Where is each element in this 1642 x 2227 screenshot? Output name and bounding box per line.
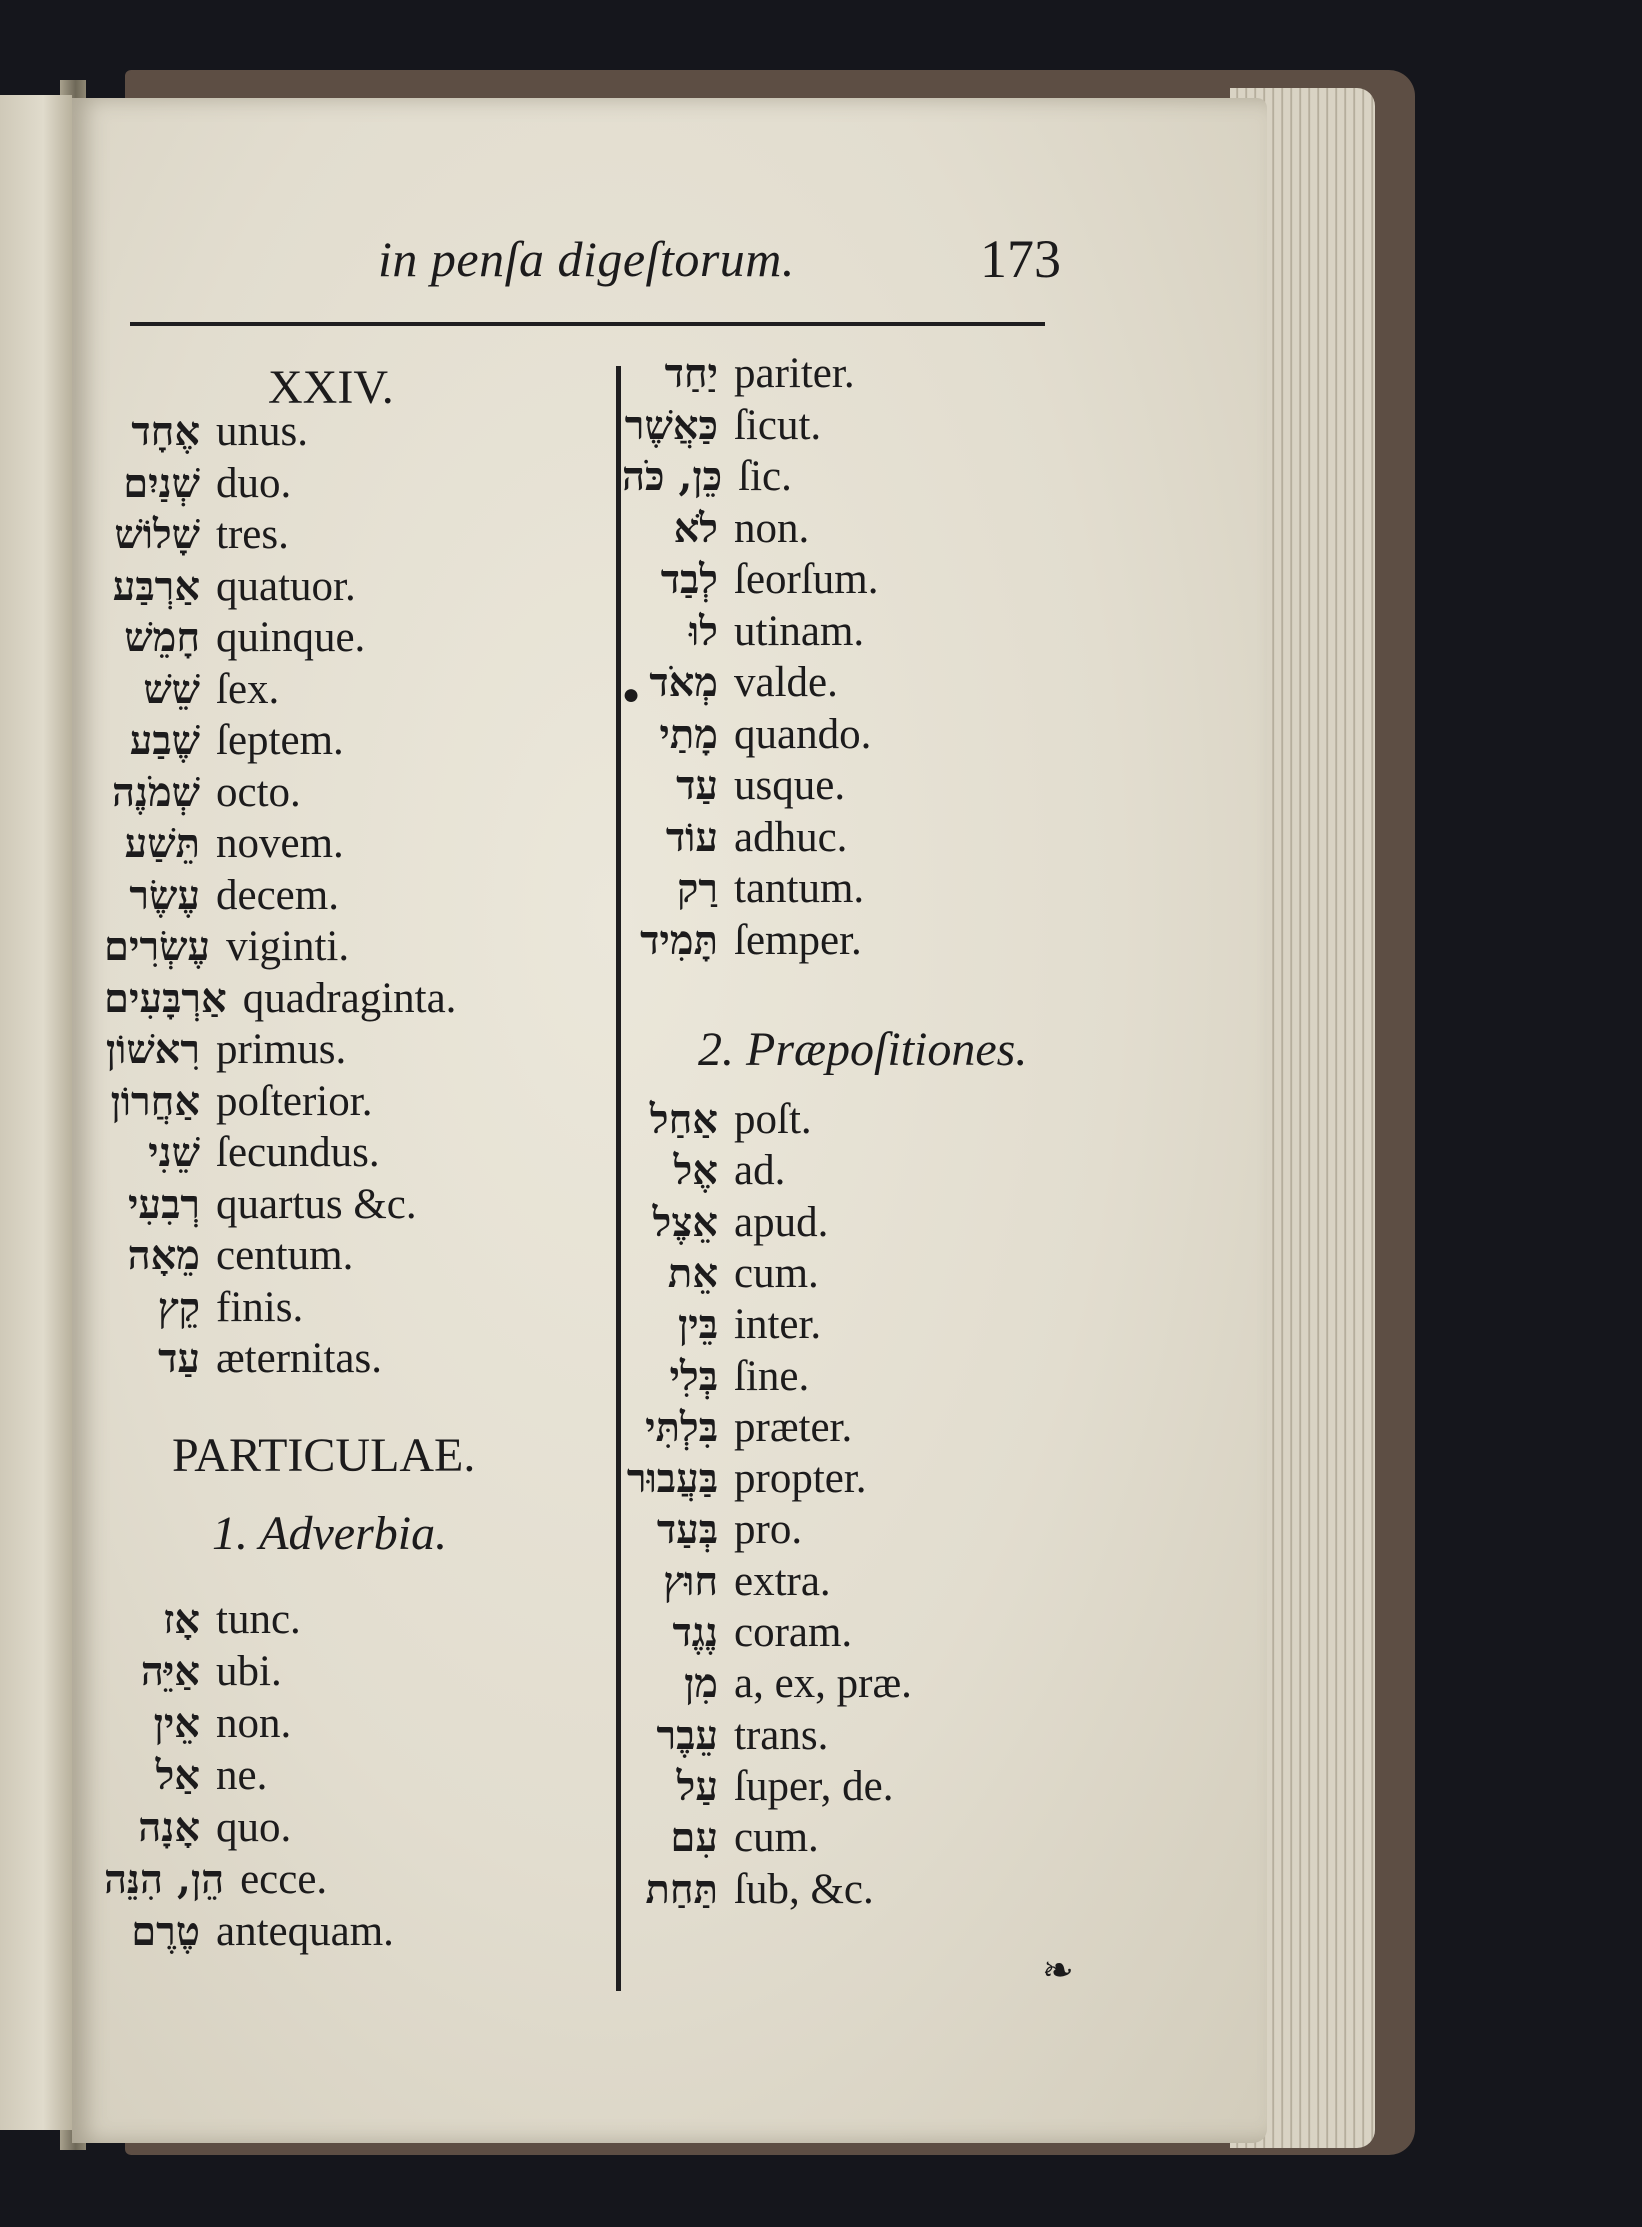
vocab-entry	[104, 513, 289, 556]
hebrew-word: תָּמִיד	[640, 916, 718, 964]
hebrew-word: תַּחַת	[645, 1865, 718, 1913]
latin-translation: ſemper.	[734, 916, 862, 964]
latin-translation: ſex.	[216, 665, 280, 713]
vocab-entry	[104, 1131, 380, 1174]
vocab-entry	[622, 1098, 812, 1141]
hebrew-word: טֶרֶם	[131, 1908, 200, 1955]
latin-translation: cum.	[734, 1249, 819, 1297]
latin-translation: valde.	[734, 659, 838, 706]
latin-translation: ſicut.	[734, 401, 822, 449]
vocab-entry	[104, 459, 292, 507]
latin-translation: apud.	[734, 1198, 829, 1246]
hebrew-word: בַּעֲבוּר	[626, 1455, 718, 1503]
hebrew-word: אֵת	[667, 1249, 718, 1297]
bullet-ornament: ●	[622, 678, 641, 711]
hebrew-word: קֵץ	[157, 1283, 200, 1331]
hebrew-word: חָמֵשׁ	[124, 614, 200, 661]
latin-translation: quadraginta.	[242, 974, 457, 1022]
latin-translation: ſine.	[734, 1352, 810, 1400]
latin-translation: pariter.	[734, 350, 855, 397]
latin-translation: ſuper, de.	[734, 1762, 894, 1810]
vocab-entry	[622, 661, 838, 704]
vocab-entry	[104, 616, 365, 659]
hebrew-word: עַל	[676, 1762, 718, 1810]
vocab-entry	[622, 813, 848, 861]
vocab-entry	[622, 867, 864, 910]
vocab-entry	[622, 401, 822, 449]
hebrew-word: שֶׁבַע	[129, 717, 200, 764]
vocab-entry	[622, 1455, 867, 1503]
latin-translation: cum.	[734, 1814, 819, 1862]
hebrew-word: שָׁלוֹשׁ	[114, 511, 200, 558]
vocab-entry	[104, 1077, 373, 1125]
latin-translation: tunc.	[216, 1596, 301, 1643]
latin-translation: quinque.	[216, 614, 366, 661]
latin-translation: ne.	[216, 1752, 268, 1799]
vocab-entry	[622, 1403, 853, 1451]
vocab-entry	[622, 1147, 786, 1195]
latin-translation: viginti.	[226, 923, 350, 970]
vocab-entry	[104, 925, 349, 968]
vocab-entry	[104, 974, 457, 1022]
vocab-entry	[622, 710, 872, 758]
vocab-entry	[622, 916, 862, 964]
latin-translation: trans.	[734, 1711, 829, 1759]
hebrew-word: שֵׁנִי	[148, 1129, 200, 1176]
hebrew-word: אֵין	[153, 1700, 200, 1747]
latin-translation: non.	[734, 504, 810, 552]
hebrew-word: מֵאָה	[127, 1232, 200, 1279]
latin-translation: æternitas.	[216, 1335, 382, 1382]
vocab-entry	[104, 871, 339, 919]
vocab-entry	[104, 665, 280, 713]
latin-translation: quartus &c.	[216, 1180, 417, 1228]
latin-translation: ſeptem.	[216, 717, 344, 764]
vocab-entry	[622, 1711, 829, 1759]
latin-translation: poſterior.	[216, 1077, 373, 1125]
latin-translation: primus.	[216, 1026, 347, 1073]
latin-translation: utinam.	[734, 607, 865, 655]
latin-translation: poſt.	[734, 1096, 812, 1143]
vocab-entry	[104, 719, 344, 762]
hebrew-word: רִאשׁוֹן	[105, 1026, 200, 1073]
vocab-entry	[104, 1806, 291, 1849]
hebrew-word: בִּלְתִּי	[645, 1403, 718, 1451]
vocab-entry	[622, 1814, 819, 1862]
hebrew-word: עֶשֶׂר	[129, 871, 200, 919]
vocab-entry	[104, 1858, 327, 1901]
vocab-entry	[622, 1506, 803, 1554]
latin-translation: propter.	[734, 1455, 867, 1503]
latin-translation: usque.	[734, 762, 846, 809]
latin-translation: unus.	[216, 408, 308, 455]
vocab-entry	[622, 764, 845, 807]
hebrew-word: עַד	[158, 1335, 200, 1382]
latin-translation: pro.	[734, 1506, 803, 1554]
latin-translation: ubi.	[216, 1648, 282, 1695]
latin-translation: coram.	[734, 1609, 853, 1656]
hebrew-word: רַק	[676, 865, 718, 912]
vocab-entry	[104, 1754, 267, 1797]
vocab-entry	[622, 1865, 874, 1913]
hebrew-word: תֵּשַׁע	[124, 820, 200, 867]
hebrew-word: אַיֵּה	[140, 1648, 200, 1695]
prepositions-heading: 2. Præpoſitiones.	[698, 1023, 1028, 1076]
vocab-entry	[622, 558, 879, 601]
hebrew-word: שְׁנַיִם	[123, 459, 200, 507]
adverbs-heading: 1. Adverbia.	[212, 1507, 448, 1560]
vocab-entry	[104, 1028, 346, 1071]
latin-translation: præter.	[734, 1403, 853, 1451]
hebrew-word: עַד	[676, 762, 718, 809]
latin-translation: duo.	[216, 459, 292, 507]
hebrew-word: אֵצֶל	[652, 1198, 718, 1246]
latin-translation: quatuor.	[216, 562, 356, 610]
hebrew-word: אָז	[163, 1596, 200, 1643]
header-rule	[130, 322, 1045, 326]
hebrew-word: כֵּן, כֹּה	[622, 453, 723, 500]
latin-translation: decem.	[216, 871, 339, 919]
vocab-entry	[622, 1198, 829, 1246]
hebrew-word: אָנָה	[138, 1804, 200, 1851]
vocab-entry	[104, 1283, 304, 1331]
vocab-entry	[622, 1557, 831, 1605]
hebrew-word: אַרְבַּע	[112, 562, 200, 610]
vocab-entry	[104, 562, 356, 610]
latin-translation: centum.	[216, 1232, 354, 1279]
hebrew-word: בְּלִי	[669, 1352, 718, 1400]
vocab-entry	[622, 504, 810, 552]
hebrew-word: עֵבֶר	[656, 1711, 718, 1759]
printer-ornament: ❧	[1042, 1950, 1074, 1992]
hebrew-word: הֵן, הִנֵּה	[104, 1856, 225, 1903]
hebrew-word: חוּץ	[663, 1557, 718, 1605]
hebrew-word: אַחַל	[649, 1096, 718, 1143]
vocab-entry	[622, 1352, 810, 1400]
hebrew-word: מְאֹד	[649, 659, 718, 706]
latin-translation: tantum.	[734, 865, 865, 912]
vocab-entry	[622, 1301, 822, 1349]
latin-translation: octo.	[216, 768, 301, 816]
latin-translation: non.	[216, 1700, 292, 1747]
hebrew-word: נֶגֶד	[672, 1609, 718, 1656]
latin-translation: ſeorſum.	[734, 556, 879, 603]
vocab-entry	[622, 1249, 819, 1297]
hebrew-word: לֹא	[673, 504, 718, 552]
vocab-entry	[104, 1337, 382, 1380]
book-page	[72, 98, 1267, 2143]
hebrew-word: שְׁמֹנֶה	[111, 768, 200, 816]
vocab-entry	[622, 1660, 912, 1708]
section-heading: XXIV.	[268, 361, 394, 414]
hebrew-word: עֶשְׂרִים	[104, 923, 211, 970]
latin-translation: a, ex, præ.	[734, 1660, 912, 1708]
vocab-entry	[104, 822, 344, 865]
latin-translation: ecce.	[240, 1856, 328, 1903]
hebrew-word: רְבִעִי	[127, 1180, 200, 1228]
hebrew-word: אַרְבָּעִים	[104, 974, 227, 1022]
hebrew-word: שֵׁשׁ	[143, 665, 200, 713]
latin-translation: inter.	[734, 1301, 822, 1349]
column-divider	[616, 366, 621, 1991]
latin-translation: antequam.	[216, 1908, 394, 1955]
hebrew-word: לוּ	[689, 607, 718, 655]
hebrew-word: בֵּין	[678, 1301, 718, 1349]
vocab-entry	[104, 768, 301, 816]
vocab-entry	[622, 352, 855, 395]
vocab-entry	[104, 1650, 282, 1693]
vocab-entry	[622, 607, 865, 655]
vocab-entry	[104, 1180, 417, 1228]
vocab-entry	[622, 455, 792, 498]
latin-translation: quo.	[216, 1804, 292, 1851]
hebrew-word: לְבַד	[660, 556, 718, 603]
page-number: 173	[980, 229, 1061, 289]
latin-translation: ſub, &c.	[734, 1865, 874, 1913]
vocab-entry	[622, 1762, 894, 1810]
vocab-entry	[104, 1598, 301, 1641]
hebrew-word: יַחַד	[664, 350, 718, 397]
vocab-entry	[104, 1234, 353, 1277]
latin-translation: adhuc.	[734, 813, 848, 861]
hebrew-word: אֶל	[673, 1147, 718, 1195]
hebrew-word: אֶחָד	[131, 408, 200, 455]
hebrew-word: עִם	[670, 1814, 718, 1862]
hebrew-word: כַּאֲשֶׁר	[624, 401, 718, 449]
latin-translation: finis.	[216, 1283, 304, 1331]
left-page-edge	[0, 95, 72, 2130]
hebrew-word: מִן	[684, 1660, 718, 1708]
particles-heading: PARTICULAE.	[172, 1429, 476, 1482]
latin-translation: extra.	[734, 1557, 831, 1605]
hebrew-word: בְּעַד	[656, 1506, 718, 1554]
hebrew-word: עוֹד	[665, 813, 718, 861]
vocab-entry	[104, 1702, 291, 1745]
vocab-entry	[622, 1611, 852, 1654]
vocab-entry	[104, 410, 308, 453]
hebrew-word: אַחֲרוֹן	[110, 1077, 200, 1125]
hebrew-word: מָתַי	[659, 710, 718, 758]
latin-translation: ſic.	[738, 453, 792, 500]
hebrew-word: אַל	[155, 1752, 200, 1799]
running-header: in penſa digeſtorum.	[378, 231, 795, 287]
latin-translation: ſecundus.	[216, 1129, 380, 1176]
latin-translation: tres.	[216, 511, 289, 558]
vocab-entry	[104, 1910, 394, 1953]
latin-translation: novem.	[216, 820, 344, 867]
latin-translation: ad.	[734, 1147, 786, 1195]
latin-translation: quando.	[734, 710, 872, 758]
